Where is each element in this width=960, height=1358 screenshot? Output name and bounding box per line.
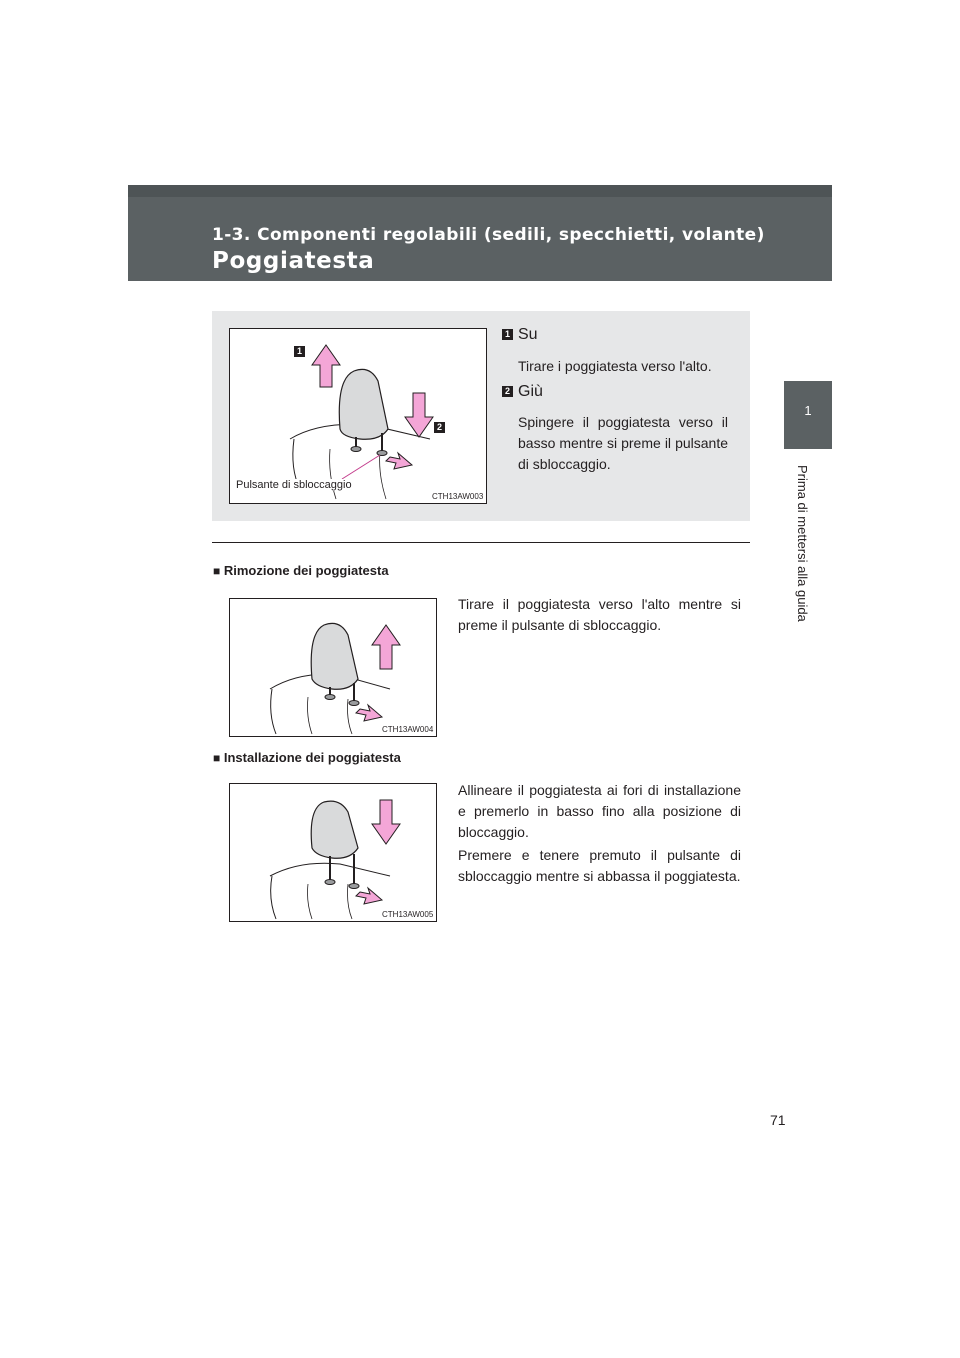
section-divider: [212, 542, 750, 543]
item-title-down: Giù: [518, 383, 543, 400]
section-title: 1-3. Componenti regolabili (sedili, specchietti, volante): [212, 225, 765, 245]
item-badge-1: 1: [502, 329, 513, 340]
installation-heading: ■ Installazione dei poggiatesta: [213, 750, 401, 765]
chapter-header: [128, 185, 832, 281]
installation-figure: [229, 783, 437, 922]
chapter-tab-number: 1: [804, 403, 812, 418]
overview-box: [212, 311, 750, 521]
page-title: Poggiatesta: [212, 248, 375, 274]
item-badge-2: 2: [502, 386, 513, 397]
removal-figure: [229, 598, 437, 737]
release-button-callout: Pulsante di sbloccaggio: [236, 479, 352, 491]
item-text-up: Tirare i poggiatesta verso l'alto.: [518, 358, 712, 374]
item-text-down: Spingere il poggiatesta verso il basso mentre si preme il pulsante di sbloccaggio.: [518, 414, 728, 472]
page-number: 71: [770, 1112, 786, 1128]
headrest-figure: [229, 328, 487, 504]
figure-badge-2: 2: [434, 422, 445, 433]
installation-text-1: Allineare il poggiatesta ai fori di installazione e premerlo in basso fino alla posizione di bloccaggio.: [458, 782, 741, 840]
chapter-tab-label: Prima di mettersi alla guida: [795, 465, 810, 622]
removal-figure-code: CTH13AW004: [382, 725, 434, 734]
figure-code: CTH13AW003: [432, 492, 484, 501]
installation-figure-code: CTH13AW005: [382, 910, 434, 919]
item-title-up: Su: [518, 326, 538, 343]
headrest-removal-illustration: [230, 599, 436, 736]
removal-heading: ■ Rimozione dei poggiatesta: [213, 563, 389, 578]
header-top-strip: [128, 185, 832, 197]
chapter-tab: [784, 381, 832, 449]
removal-heading-text: Rimozione dei poggiatesta: [223, 563, 389, 578]
headrest-install-illustration: [230, 784, 436, 921]
installation-text-2: Premere e tenere premuto il pulsante di sbloccaggio mentre si abbassa il poggiatesta.: [458, 847, 741, 884]
headrest-adjust-illustration: [230, 329, 486, 503]
installation-heading-text: Installazione dei poggiatesta: [223, 750, 401, 765]
figure-badge-1: 1: [294, 346, 305, 357]
removal-text: Tirare il poggiatesta verso l'alto mentre si preme il pulsante di sbloccaggio.: [458, 596, 741, 633]
